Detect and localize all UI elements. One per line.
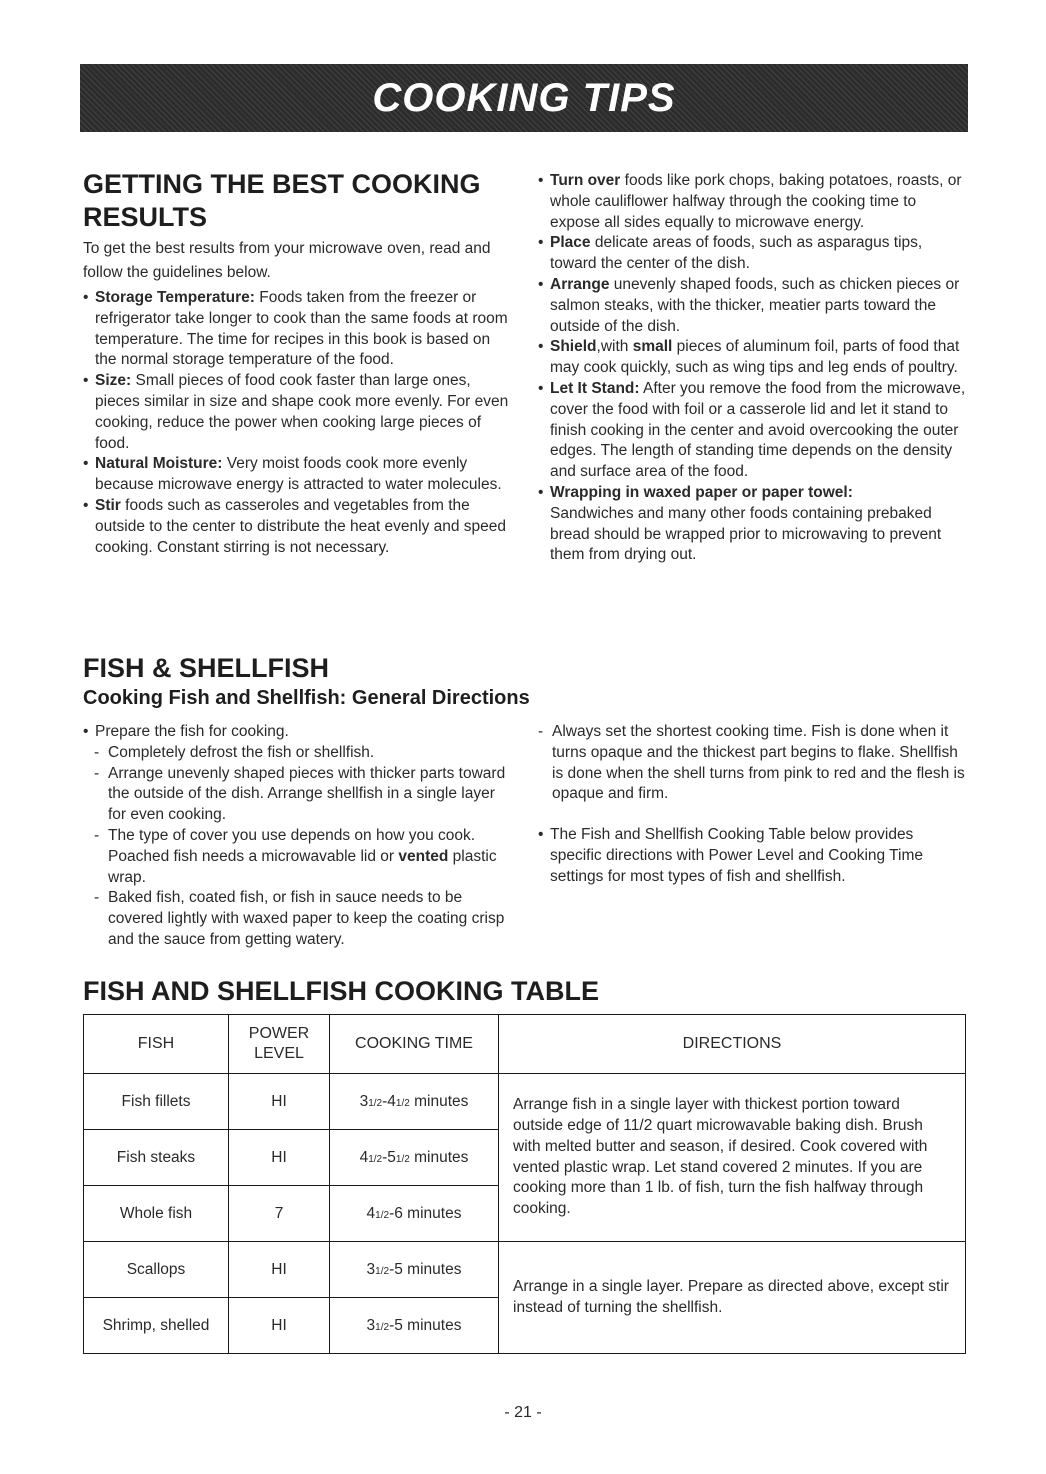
header-power-level: POWER LEVEL <box>229 1015 330 1074</box>
cooking-table-heading <box>83 975 966 1008</box>
power-level: HI <box>229 1298 330 1354</box>
fish-directions-left-column <box>83 722 513 951</box>
fish-section-heading <box>83 652 966 710</box>
table-row <box>84 1074 966 1130</box>
guideline-storage-temperature: • Storage Temperature: Foods taken from the freezer or refrigerator take longer to cook than the same foods at room temperature. The time for recipes in this book is based on the normal storage temperature of the food. <box>83 288 513 371</box>
page-number: - 21 - <box>504 1404 542 1421</box>
guideline-let-it-stand: • Let It Stand: After you remove the food from the microwave, cover the food with foil or a casserole lid and let it stand to finish cooking in the center and avoid overcooking the outer edges. The length of standing time depends on the density and surface area of the food. <box>538 379 966 483</box>
cooking-time: 41/2-51/2 minutes <box>330 1130 499 1186</box>
left-guideline-list <box>83 288 513 558</box>
fish-name: Shrimp, shelled <box>84 1298 229 1354</box>
header-cooking-time: COOKING TIME <box>330 1015 499 1074</box>
fish-directions: Arrange fish in a single layer with thickest portion toward outside edge of 11/2 quart microwavable baking dish. Brush with melted butter and season, if desired. Cook covered with vented plastic wrap. Let stand covered 2 minutes. If you are cooking more than 1 lb. of fish, turn the fish halfway through cooking. <box>499 1074 966 1242</box>
guideline-wrapping: • Wrapping in waxed paper or paper towel: Sandwiches and many other foods containing prebaked bread should be wrapped prior to microwaving to prevent them from drying out. <box>538 483 966 566</box>
best-results-title-line1: GETTING THE BEST COOKING <box>83 169 481 199</box>
shortest-time-item: - Always set the shortest cooking time. Fish is done when it turns opaque and the thickest part begins to flake. Shellfish is done when the shell turns from pink to red and the flesh is opaque and firm. <box>538 722 966 805</box>
power-level: HI <box>229 1130 330 1186</box>
header-fish: FISH <box>84 1015 229 1074</box>
prepare-fish-item: • Prepare the fish for cooking. <box>83 722 513 743</box>
fish-directions-right-column <box>538 722 966 888</box>
table-header-row <box>84 1015 966 1074</box>
guideline-shield: • Shield,with small pieces of aluminum foil, parts of food that may cook quickly, such as wing tips and leg ends of poultry. <box>538 337 966 379</box>
fish-shellfish-title: FISH & SHELLFISH <box>83 653 330 683</box>
power-level: 7 <box>229 1186 330 1242</box>
best-results-title <box>83 168 513 234</box>
cooking-table-title: FISH AND SHELLFISH COOKING TABLE <box>83 976 599 1006</box>
best-results-right-column <box>538 171 966 566</box>
fish-general-directions-subtitle: Cooking Fish and Shellfish: General Directions <box>83 687 530 709</box>
guideline-arrange: • Arrange unevenly shaped foods, such as chicken pieces or salmon steaks, with the thicker, meatier parts toward the outside of the dish. <box>538 275 966 337</box>
best-results-left-column <box>83 168 513 558</box>
baked-fish-item: - Baked fish, coated fish, or fish in sauce needs to be covered lightly with waxed paper to keep the coating crisp and the sauce from getting watery. <box>83 888 513 950</box>
fish-name: Whole fish <box>84 1186 229 1242</box>
header-directions: DIRECTIONS <box>499 1015 966 1074</box>
table-row <box>84 1242 966 1298</box>
cooking-tips-banner <box>80 64 968 132</box>
shellfish-directions: Arrange in a single layer. Prepare as directed above, except stir instead of turning the shellfish. <box>499 1242 966 1354</box>
guideline-place: • Place delicate areas of foods, such as asparagus tips, toward the center of the dish. <box>538 233 966 275</box>
table-reference-item: • The Fish and Shellfish Cooking Table below provides specific directions with Power Level and Cooking Time settings for most types of fish and shellfish. <box>538 825 966 887</box>
fish-name: Scallops <box>84 1242 229 1298</box>
cover-type-item: - The type of cover you use depends on how you cook. Poached fish needs a microwavable lid or vented plastic wrap. <box>83 826 513 888</box>
guideline-size: • Size: Small pieces of food cook faster than large ones, pieces similar in size and shape cook more evenly. For even cooking, reduce the power when cooking large pieces of food. <box>83 371 513 454</box>
fish-cooking-table <box>83 1014 966 1354</box>
cooking-time: 31/2-5 minutes <box>330 1242 499 1298</box>
guideline-natural-moisture: • Natural Moisture: Very moist foods cook more evenly because microwave energy is attracted to water molecules. <box>83 454 513 496</box>
power-level: HI <box>229 1074 330 1130</box>
cooking-time: 41/2-6 minutes <box>330 1186 499 1242</box>
best-results-intro: To get the best results from your microwave oven, read and follow the guidelines below. <box>83 240 491 281</box>
guideline-stir: • Stir foods such as casseroles and vegetables from the outside to the center to distribute the heat evenly and speed cooking. Constant stirring is not necessary. <box>83 496 513 558</box>
banner-title: COOKING TIPS <box>372 75 676 120</box>
cooking-time: 31/2-41/2 minutes <box>330 1074 499 1130</box>
defrost-item: - Completely defrost the fish or shellfish. <box>83 743 513 764</box>
arrange-pieces-item: - Arrange unevenly shaped pieces with thicker parts toward the outside of the dish. Arrange shellfish in a single layer for even cooking. <box>83 764 513 826</box>
cooking-time: 31/2-5 minutes <box>330 1298 499 1354</box>
best-results-title-line2: RESULTS <box>83 202 208 232</box>
fish-name: Fish steaks <box>84 1130 229 1186</box>
guideline-turn-over: • Turn over foods like pork chops, baking potatoes, roasts, or whole cauliflower halfway through the cooking time to expose all sides equally to microwave energy. <box>538 171 966 233</box>
fish-name: Fish fillets <box>84 1074 229 1130</box>
power-level: HI <box>229 1242 330 1298</box>
